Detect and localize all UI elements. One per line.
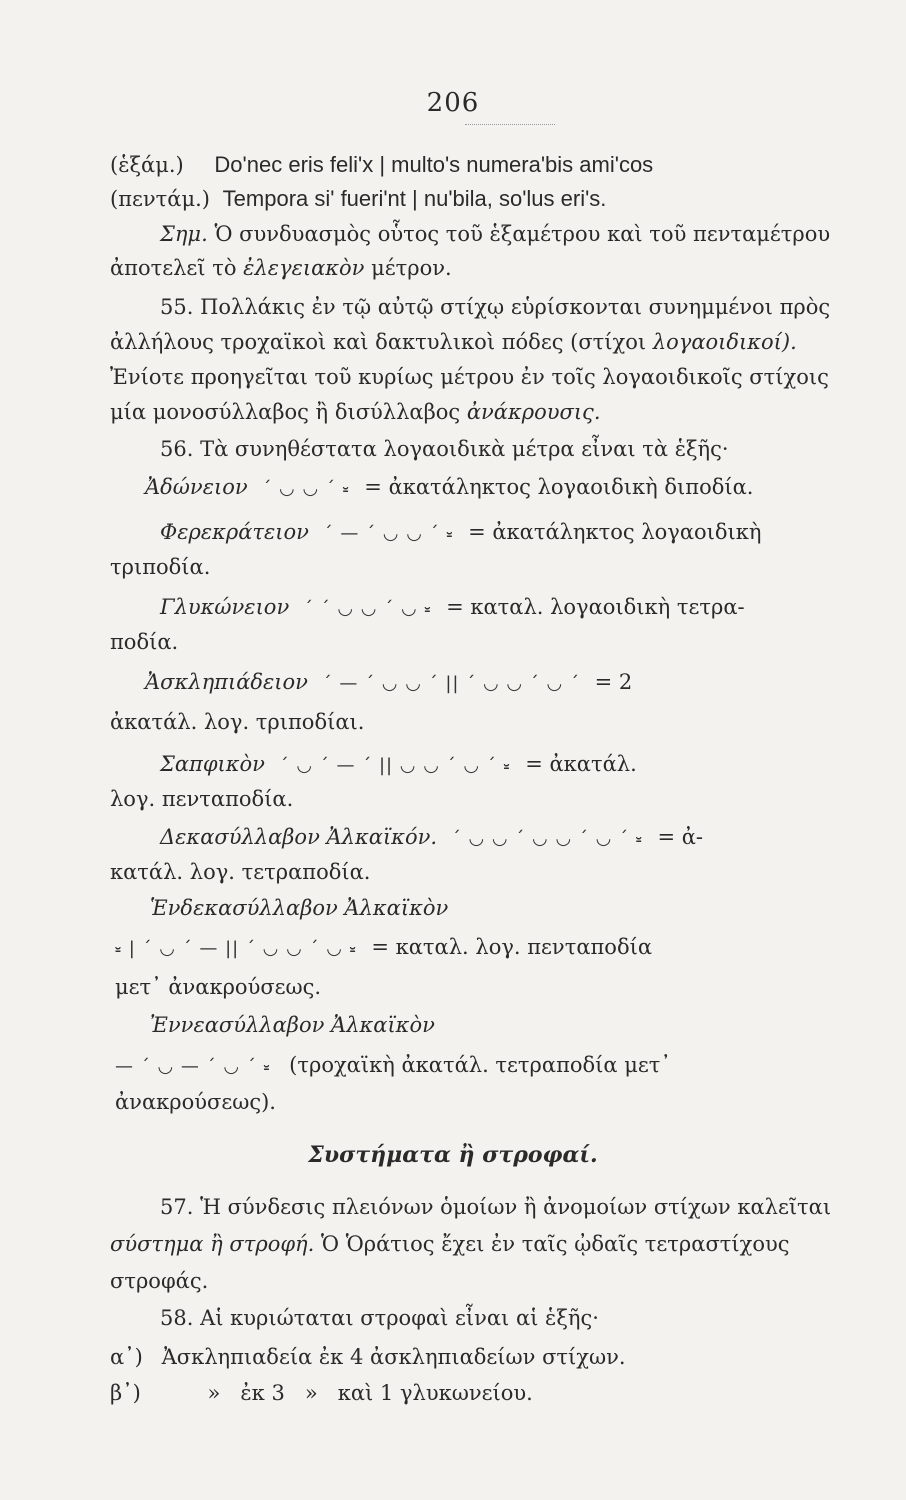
- para58-intro: 58. Αἱ κυριώταται στροφαὶ εἶναι αἱ ἑξῆς·: [160, 1306, 599, 1330]
- meter-alcaic-9: [115, 1050, 671, 1082]
- meter-glyconic-cont: ποδία.: [110, 630, 179, 654]
- meter-name: Σαπφικὸν: [160, 752, 265, 776]
- meter-scheme: ⏓ | ˊ ◡ ˊ — || ˊ ◡ ◡ ˊ ◡ ⏓: [115, 938, 357, 959]
- meter-scheme: — ˊ ◡ — ˊ ◡ ˊ ⏓: [115, 1056, 271, 1077]
- para55-term-2: ἀνάκρουσις.: [466, 400, 601, 424]
- meter-name: Ἐννεασύλλαβον Ἀλκαϊκὸν: [150, 1013, 435, 1037]
- para58-item-1: [110, 1342, 626, 1372]
- latin-label-2: (πεντάμ.): [110, 187, 210, 211]
- meter-alcaic-11-cont: μετ᾽ ἀνακρούσεως.: [115, 975, 322, 999]
- meter-pherecratean: [160, 517, 761, 549]
- para55-line-1: 55. Πολλάκις ἐν τῷ αὐτῷ στίχῳ εὑρίσκονται συνημμένοι πρὸς: [160, 295, 831, 319]
- item-label: β᾽): [110, 1381, 141, 1405]
- meter-alcaic-11: [115, 932, 652, 964]
- note-text-2-end: μέτρον.: [371, 256, 452, 280]
- section-heading: Συστήματα ἢ στροφαί.: [308, 1142, 598, 1168]
- meter-alcaic-9-cont: ἀνακρούσεως).: [115, 1090, 276, 1114]
- para55-term: λογαοιδικοί).: [652, 330, 797, 354]
- latin-text-1: Do'nec eris feli'x | multo's numera'bis ami'cos: [214, 152, 654, 177]
- latin-line-1: [110, 150, 653, 180]
- meter-scheme: ˊ ◡ ◡ ˊ ◡ ◡ ˊ ◡ ˊ ⏓: [451, 828, 643, 849]
- latin-label-1: (ἑξάμ.): [110, 153, 184, 177]
- meter-desc: = ἀκατάλ.: [525, 752, 637, 776]
- meter-desc: = καταλ. λογαοιδικὴ τετρα-: [446, 595, 745, 619]
- meter-asclepiad: [145, 667, 632, 699]
- meter-asclepiad-cont: ἀκατάλ. λογ. τριποδίαι.: [110, 710, 365, 734]
- meter-scheme: ˊ — ˊ ◡ ◡ ˊ || ˊ ◡ ◡ ˊ ◡ ˊ: [322, 673, 580, 694]
- meter-alcaic-10-cont: κατάλ. λογ. τετραποδία.: [110, 860, 371, 884]
- meter-alcaic-9-name: [150, 1010, 435, 1040]
- meter-desc: = ἀκατάληκτος λογαοιδικὴ διποδία.: [364, 475, 754, 499]
- meter-scheme: ˊ — ˊ ◡ ◡ ˊ ⏓: [323, 523, 454, 544]
- meter-scheme: ˊ ◡ ◡ ˊ ⏓: [262, 478, 350, 499]
- meter-name: Ἀδώνειον: [145, 475, 248, 499]
- meter-desc: = καταλ. λογ. πενταποδία: [371, 935, 652, 959]
- para55-line-2: [110, 327, 797, 357]
- note-term: ἐλεγειακὸν: [243, 256, 365, 280]
- meter-adonian: [145, 472, 753, 504]
- page-number: 206: [426, 88, 480, 118]
- meter-desc: = 2: [594, 670, 633, 694]
- meter-name: Φερεκράτειον: [160, 520, 309, 544]
- para58-item-2: [110, 1378, 533, 1408]
- para55-text-2: ἀλλήλους τροχαϊκοὶ καὶ δακτυλικοὶ πόδες (στίχοι: [110, 330, 647, 354]
- meter-name: Δεκασύλλαβον Ἀλκαϊκόν.: [160, 825, 438, 849]
- note-label: Σημ.: [160, 222, 208, 246]
- meter-pherecratean-cont: τριποδία.: [110, 555, 211, 579]
- para56-intro: 56. Τὰ συνηθέστατα λογαοιδικὰ μέτρα εἶναι τὰ ἑξῆς·: [160, 437, 729, 461]
- page-number-rule: [465, 124, 555, 125]
- meter-alcaic-10: [160, 822, 703, 854]
- meter-desc: = ἀ-: [657, 825, 703, 849]
- para55-line-3: Ἐνίοτε προηγεῖται τοῦ κυρίως μέτρου ἐν τοῖς λογαοιδικοῖς στίχοις: [110, 365, 829, 389]
- para55-text-4: μία μονοσύλλαβος ἢ δισύλλαβος: [110, 400, 461, 424]
- meter-sapphic: [160, 749, 637, 781]
- meter-name: Γλυκώνειον: [160, 595, 290, 619]
- note-text-1: Ὁ συνδυασμὸς οὗτος τοῦ ἑξαμέτρου καὶ τοῦ πενταμέτρου: [214, 222, 831, 246]
- meter-sapphic-cont: λογ. πενταποδία.: [110, 787, 294, 811]
- note-text-2: ἀποτελεῖ τὸ: [110, 256, 237, 280]
- item-text: Ἀσκληπιαδεία ἐκ 4 ἀσκληπιαδείων στίχων.: [161, 1345, 626, 1369]
- meter-name: Ἀσκληπιάδειον: [145, 670, 308, 694]
- para55-line-4: [110, 397, 601, 427]
- meter-glyconic: [160, 592, 745, 624]
- meter-desc: = ἀκατάληκτος λογαοιδικὴ: [468, 520, 762, 544]
- meter-name: Ἑνδεκασύλλαβον Ἀλκαϊκὸν: [150, 896, 449, 920]
- para57-line-3: στροφάς.: [110, 1269, 209, 1293]
- latin-text-2: Tempora si' fueri'nt | nu'bila, so'lus eri's.: [222, 186, 607, 211]
- meter-scheme: ˊ ◡ ˊ — ˊ || ◡ ◡ ˊ ◡ ˊ ⏓: [279, 755, 511, 776]
- item-text: » ἐκ 3 » καὶ 1 γλυκωνείου.: [207, 1381, 533, 1405]
- para57-line-2: [110, 1229, 790, 1259]
- note-line-2: [110, 253, 452, 283]
- item-label: α᾽): [110, 1345, 143, 1369]
- latin-line-2: [110, 184, 606, 214]
- para57-line-1: 57. Ἡ σύνδεσις πλειόνων ὁμοίων ἢ ἀνομοίων στίχων καλεῖται: [160, 1195, 832, 1219]
- meter-desc: (τροχαϊκὴ ἀκατάλ. τετραποδία μετ᾽: [289, 1053, 671, 1077]
- para57-term: σύστημα ἢ στροφή.: [110, 1232, 315, 1256]
- note-line-1: [160, 219, 830, 249]
- meter-alcaic-11-name: [150, 893, 448, 923]
- meter-scheme: ˊ ˊ ◡ ◡ ˊ ◡ ⏓: [303, 598, 432, 619]
- para57-text-2: Ὁ Ὁράτιος ἔχει ἐν ταῖς ᾠδαῖς τετραστίχους: [321, 1232, 790, 1256]
